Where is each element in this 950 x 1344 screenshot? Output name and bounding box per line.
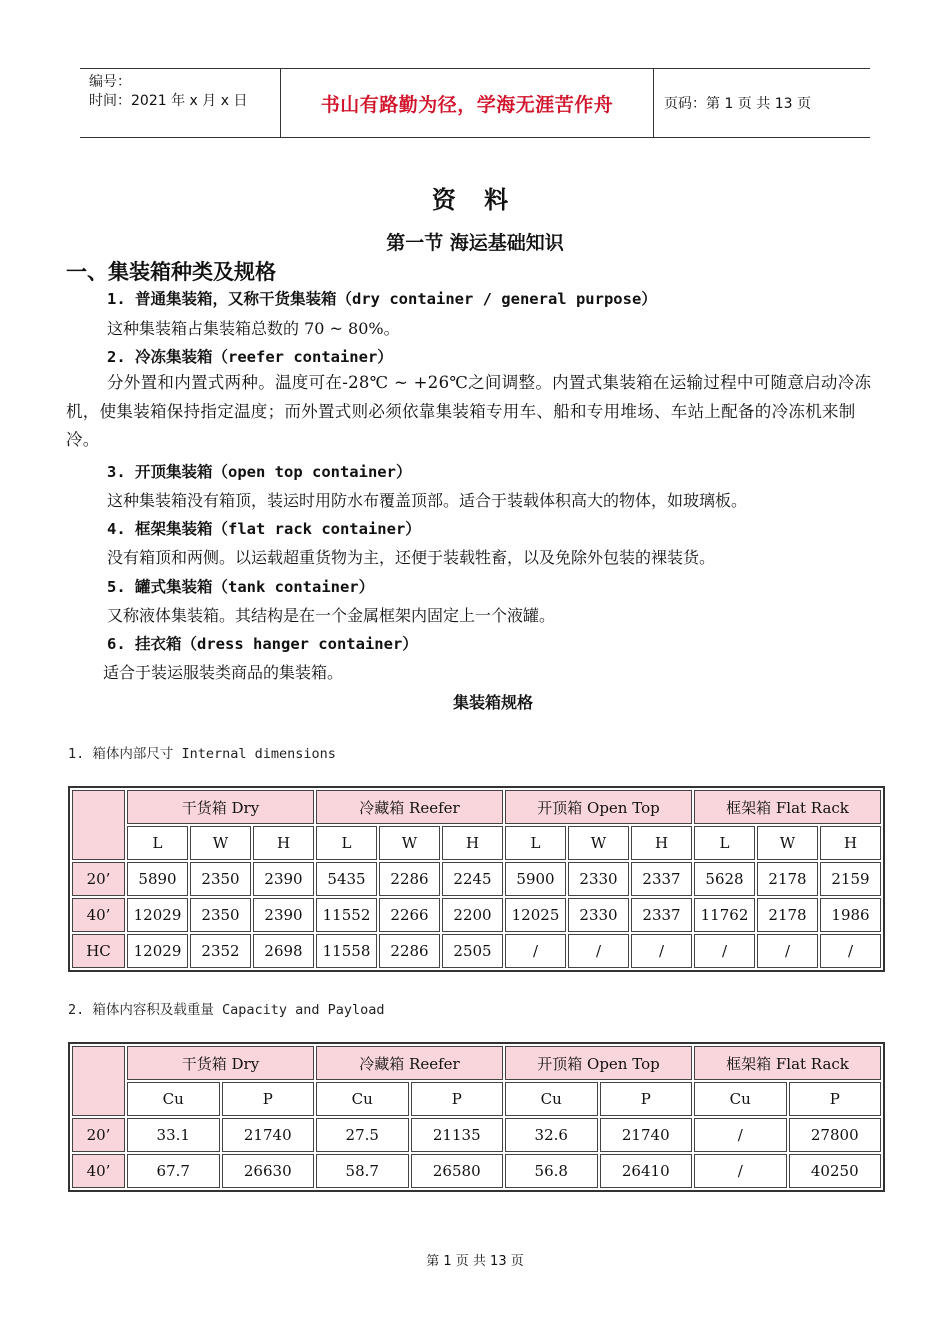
data-cell: 11558: [316, 934, 377, 968]
data-cell: 26630: [222, 1154, 315, 1188]
table-row: [72, 898, 881, 932]
internal-dimensions-table: [68, 786, 885, 972]
table-subheader-row: [72, 1082, 881, 1116]
group-header: 冷藏箱 Reefer: [316, 790, 503, 824]
subheader-cell: H: [253, 826, 314, 860]
data-cell: 33.1: [127, 1118, 220, 1152]
data-cell: 2178: [757, 898, 818, 932]
subheader-cell: H: [442, 826, 503, 860]
data-cell: 2337: [631, 862, 692, 896]
item-desc-1: 这种集装箱占集装箱总数的 70 ~ 80%。: [107, 319, 400, 338]
data-cell: 5900: [505, 862, 566, 896]
subheader-cell: P: [411, 1082, 504, 1116]
page-header: [80, 68, 870, 138]
item-desc-2: 分外置和内置式两种。温度可在-28℃ ~ +26℃之间调整。内置式集装箱在运输过程中可随意启动冷冻机，使集装箱保持指定温度；而外置式则必须依靠集装箱专用车、船和专用堆场、车站上配备的冷冻机来制冷。: [66, 373, 872, 449]
row-label: 40’: [72, 898, 125, 932]
document-title: 资 料: [431, 186, 519, 214]
data-cell: 26410: [600, 1154, 693, 1188]
group-header: 冷藏箱 Reefer: [316, 1046, 503, 1080]
data-cell: 2390: [253, 862, 314, 896]
data-cell: 2330: [568, 898, 629, 932]
header-motto: 书山有路勤为径，学海无涯苦作舟: [281, 69, 654, 137]
item-desc-3: 这种集装箱没有箱顶，装运时用防水布覆盖顶部。适合于装载体积高大的物体，如玻璃板。: [107, 491, 748, 510]
table-row: [72, 1154, 881, 1188]
table-corner: [72, 790, 125, 860]
item-desc-6: 适合于装运服装类商品的集装箱。: [103, 663, 344, 682]
data-cell: 2159: [820, 862, 881, 896]
item-desc-4: 没有箱顶和两侧。以运载超重货物为主，还便于装载牲畜，以及免除外包装的裸装货。: [107, 548, 716, 567]
subheader-cell: H: [631, 826, 692, 860]
data-cell: 2390: [253, 898, 314, 932]
item-desc-5: 又称液体集装箱。其结构是在一个金属框架内固定上一个液罐。: [107, 606, 556, 625]
subheader-cell: L: [694, 826, 755, 860]
data-cell: 12025: [505, 898, 566, 932]
table-subheader-row: [72, 826, 881, 860]
data-cell: 2352: [190, 934, 251, 968]
item-title-2: 2. 冷冻集装箱（reefer container）: [107, 348, 393, 366]
chapter-heading: 一、集装箱种类及规格: [66, 260, 276, 284]
item-title-4: 4. 框架集装箱（flat rack container）: [107, 520, 421, 538]
data-cell: 27800: [789, 1118, 882, 1152]
data-cell: /: [631, 934, 692, 968]
data-cell: 2286: [379, 934, 440, 968]
data-cell: 21740: [600, 1118, 693, 1152]
header-meta: [80, 69, 281, 137]
table-row: [72, 934, 881, 968]
group-header: 开顶箱 Open Top: [505, 790, 692, 824]
table2-label: 2. 箱体内容积及载重量 Capacity and Payload: [68, 1002, 385, 1018]
section-title: 第一节 海运基础知识: [386, 232, 564, 254]
spec-caption: 集装箱规格: [452, 693, 533, 712]
data-cell: /: [568, 934, 629, 968]
subheader-cell: W: [757, 826, 818, 860]
table1-label: 1. 箱体内部尺寸 Internal dimensions: [68, 746, 336, 762]
data-cell: 26580: [411, 1154, 504, 1188]
row-label: 20’: [72, 1118, 125, 1152]
subheader-cell: Cu: [127, 1082, 220, 1116]
subheader-cell: W: [568, 826, 629, 860]
data-cell: 5890: [127, 862, 188, 896]
data-cell: 21740: [222, 1118, 315, 1152]
data-cell: 2200: [442, 898, 503, 932]
subheader-cell: P: [222, 1082, 315, 1116]
table-corner: [72, 1046, 125, 1116]
data-cell: 2698: [253, 934, 314, 968]
row-label: 20’: [72, 862, 125, 896]
table-group-row: [72, 790, 881, 824]
data-cell: /: [820, 934, 881, 968]
subheader-cell: L: [316, 826, 377, 860]
subheader-cell: W: [190, 826, 251, 860]
subheader-cell: Cu: [505, 1082, 598, 1116]
subheader-cell: W: [379, 826, 440, 860]
group-header: 干货箱 Dry: [127, 1046, 314, 1080]
data-cell: 2286: [379, 862, 440, 896]
row-label: 40’: [72, 1154, 125, 1188]
data-cell: /: [694, 1118, 787, 1152]
group-header: 干货箱 Dry: [127, 790, 314, 824]
data-cell: 40250: [789, 1154, 882, 1188]
subheader-cell: H: [820, 826, 881, 860]
data-cell: 58.7: [316, 1154, 409, 1188]
group-header: 框架箱 Flat Rack: [694, 790, 881, 824]
header-id-label: 编号：: [89, 74, 131, 90]
data-cell: /: [694, 934, 755, 968]
table-row: [72, 1118, 881, 1152]
data-cell: 11552: [316, 898, 377, 932]
data-cell: 56.8: [505, 1154, 598, 1188]
data-cell: 12029: [127, 934, 188, 968]
data-cell: 11762: [694, 898, 755, 932]
group-header: 开顶箱 Open Top: [505, 1046, 692, 1080]
item-title-3: 3. 开顶集装箱（open top container）: [107, 463, 412, 481]
header-page-info: 页码：第 1 页 共 13 页: [664, 96, 811, 112]
capacity-payload-table: [68, 1042, 885, 1192]
table-group-row: [72, 1046, 881, 1080]
data-cell: 2350: [190, 898, 251, 932]
table-row: [72, 862, 881, 896]
data-cell: /: [505, 934, 566, 968]
data-cell: 32.6: [505, 1118, 598, 1152]
data-cell: 21135: [411, 1118, 504, 1152]
item-title-6: 6. 挂衣箱（dress hanger container）: [107, 635, 418, 653]
data-cell: 2266: [379, 898, 440, 932]
subheader-cell: L: [127, 826, 188, 860]
subheader-cell: P: [600, 1082, 693, 1116]
data-cell: 2330: [568, 862, 629, 896]
row-label: HC: [72, 934, 125, 968]
data-cell: 5435: [316, 862, 377, 896]
subheader-cell: L: [505, 826, 566, 860]
subheader-cell: Cu: [694, 1082, 787, 1116]
data-cell: 2178: [757, 862, 818, 896]
data-cell: /: [757, 934, 818, 968]
item-title-1: 1. 普通集装箱，又称干货集装箱（dry container / general purpose）: [107, 290, 657, 308]
subheader-cell: Cu: [316, 1082, 409, 1116]
data-cell: 2245: [442, 862, 503, 896]
item-title-5: 5. 罐式集装箱（tank container）: [107, 578, 375, 596]
data-cell: /: [694, 1154, 787, 1188]
header-date: 时间：2021 年 x 月 x 日: [89, 93, 248, 109]
subheader-cell: P: [789, 1082, 882, 1116]
data-cell: 12029: [127, 898, 188, 932]
data-cell: 5628: [694, 862, 755, 896]
data-cell: 67.7: [127, 1154, 220, 1188]
group-header: 框架箱 Flat Rack: [694, 1046, 881, 1080]
data-cell: 1986: [820, 898, 881, 932]
data-cell: 2350: [190, 862, 251, 896]
page-footer: 第 1 页 共 13 页: [426, 1254, 524, 1269]
data-cell: 27.5: [316, 1118, 409, 1152]
data-cell: 2505: [442, 934, 503, 968]
data-cell: 2337: [631, 898, 692, 932]
